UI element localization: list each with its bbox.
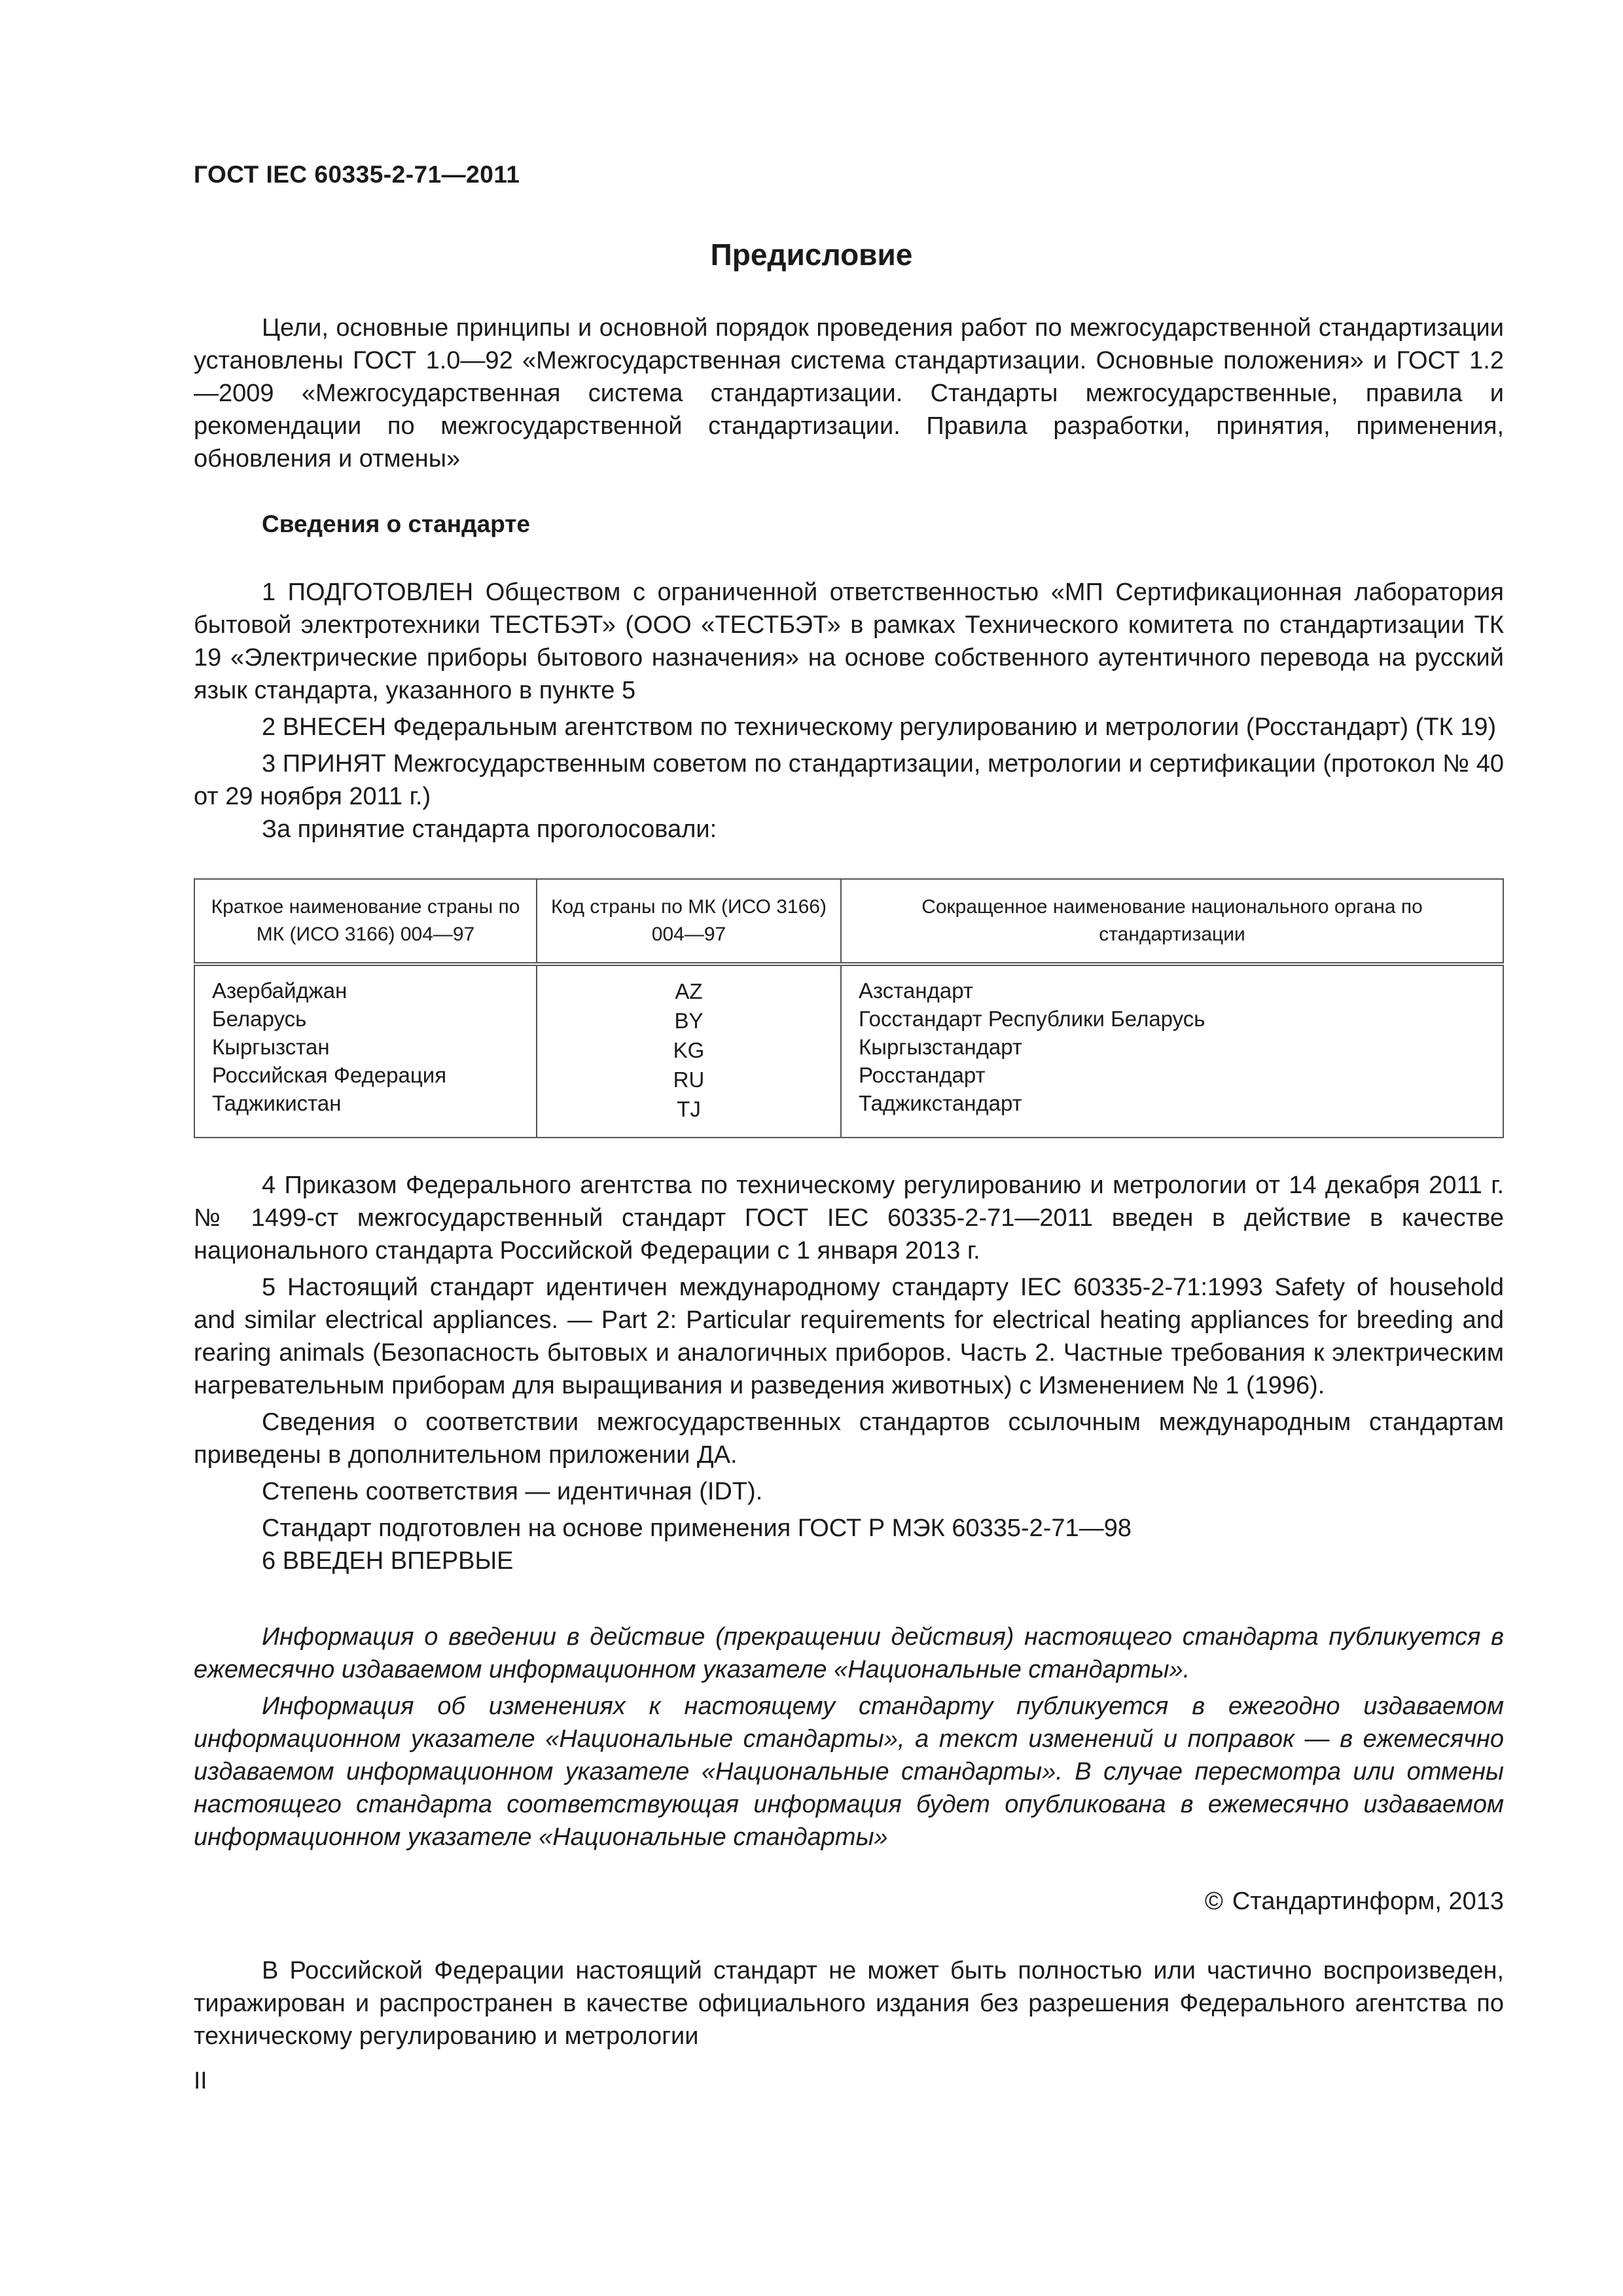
info-changes-paragraph: Информация об изменениях к настоящему стандарту публикуется в ежегодно издаваемом информационном указателе «Национальные стандарты», а текст изменений и поправок — в ежемесячно издаваемом информационном указателе «Национальные стандарты». В случае пересмотра или отмены настоящего стандарта соответствующая информация будет опубликована в ежемесячно издаваемом информационном указателе «Национальные стандарты» — [194, 1693, 1504, 1851]
copyright-text: Стандартинформ, 2013 — [1232, 1888, 1504, 1915]
country-name: Беларусь — [212, 1007, 307, 1031]
country-codes-cell — [537, 964, 841, 1138]
table-header-row — [194, 879, 1503, 964]
header-country-code: Код страны по МК (ИСО 3166) 004—97 — [537, 879, 841, 964]
reproduction-notice-text: В Российской Федерации настоящий стандарт не может быть полностью или частично воспроизведен, тиражирован и распространен в качестве официального издания без разрешения Федерального агентства по техническому регулированию и метрологии — [194, 1957, 1504, 2050]
document-header: ГОСТ IEC 60335-2-71—2011 — [194, 161, 520, 188]
header-country-name: Краткое наименование страны по МК (ИСО 3166) 004—97 — [194, 879, 537, 964]
national-body: Росстандарт — [859, 1063, 986, 1087]
publication-info-block — [194, 1621, 1504, 1854]
copyright-line — [1205, 1888, 1504, 1916]
intro-paragraph: Цели, основные принципы и основной порядок проведения работ по межгосударственной стандартизации установлены ГОСТ 1.0—92 «Межгосударственная система стандартизации. Основные положения» и ГОСТ 1.2—2009 «Межгосударственная система стандартизации. Стандарты межгосударственные, правила и рекомендации по межгосударственной стандартизации. Правила разработки, принятия, применения, обновления и отмены» — [194, 314, 1504, 473]
voted-caption: За принятие стандарта проголосовали: — [262, 816, 717, 843]
country-names-cell — [194, 964, 537, 1138]
country-code: TJ — [677, 1097, 701, 1121]
references-paragraph: Сведения о соответствии межгосударственных стандартов ссылочным международным стандартам приведены в дополнительном приложении ДА. — [194, 1408, 1504, 1469]
country-name: Кыргызстан — [212, 1035, 330, 1059]
section-heading: Сведения о стандарте — [262, 511, 530, 537]
intro-block — [194, 312, 1504, 475]
national-body: Госстандарт Республики Беларусь — [859, 1007, 1205, 1031]
item-2-paragraph: 2 ВНЕСЕН Федеральным агентством по техническому регулированию и метрологии (Росстандарт) (ТК 19) — [262, 713, 1497, 741]
national-bodies-cell — [841, 964, 1503, 1138]
national-body: Таджикстандарт — [859, 1091, 1022, 1115]
item-6-paragraph: 6 ВВЕДЕН ВПЕРВЫЕ — [262, 1547, 514, 1575]
header-national-body: Сокращенное наименование национального органа по стандартизации — [841, 879, 1503, 964]
info-introduction-paragraph: Информация о введении в действие (прекращении действия) настоящего стандарта публикуется в ежемесячно издаваемом информационном указателе «Национальные стандарты». — [194, 1623, 1504, 1683]
country-name: Азербайджан — [212, 978, 348, 1003]
based-on-paragraph: Стандарт подготовлен на основе применения ГОСТ Р МЭК 60335-2-71—98 — [262, 1515, 1132, 1542]
copyright-symbol: © — [1204, 1888, 1223, 1915]
country-code: RU — [673, 1067, 705, 1092]
compliance-degree: Степень соответствия — идентичная (IDT). — [262, 1478, 763, 1505]
reproduction-notice — [194, 1954, 1504, 2053]
country-code: BY — [674, 1009, 704, 1033]
national-body: Азстандарт — [859, 978, 973, 1003]
table-row — [194, 964, 1503, 1138]
item-5-paragraph: 5 Настоящий стандарт идентичен международному стандарту IEC 60335-2-71:1993 Safety of household and similar electrical appliances. — Part 2: Particular requirements for electrical heating appliances for breeding and rearing animals (Безопасность бытовых и аналогичных приборов. Часть 2. Частные требования к электрическим нагревательным приборам для выращивания и разведения животных) с Изменением № 1 (1996). — [194, 1274, 1504, 1399]
country-name: Таджикистан — [212, 1091, 342, 1115]
standard-info-block-2 — [194, 1169, 1504, 1577]
country-code: KG — [673, 1038, 705, 1062]
item-1-paragraph: 1 ПОДГОТОВЛЕН Обществом с ограниченной ответственностью «МП Сертификационная лаборатория бытовой электротехники ТЕСТБЭТ» (ООО «ТЕСТБЭТ» в рамках Технического комитета по стандартизации ТК 19 «Электрические приборы бытового назначения» на основе собственного аутентичного перевода на русский язык стандарта, указанного в пункте 5 — [194, 579, 1504, 704]
country-name: Российская Федерация — [212, 1063, 447, 1087]
page-number: II — [194, 2067, 207, 2094]
item-3-paragraph: 3 ПРИНЯТ Межгосударственным советом по стандартизации, метрологии и сертификации (протокол № 40 от 29 ноября 2011 г.) — [194, 750, 1504, 810]
national-body: Кыргызстандарт — [859, 1035, 1022, 1059]
voting-table — [194, 878, 1504, 1138]
country-code: AZ — [675, 979, 703, 1003]
standard-info-block — [194, 576, 1504, 846]
item-4-paragraph: 4 Приказом Федерального агентства по техническому регулированию и метрологии от 14 декабря 2011 г. № 1499-ст межгосударственный стандарт ГОСТ IEC 60335-2-71—2011 введен в действие в качестве национального стандарта Российской Федерации с 1 января 2013 г. — [194, 1172, 1504, 1265]
page-title: Предисловие — [710, 238, 913, 272]
